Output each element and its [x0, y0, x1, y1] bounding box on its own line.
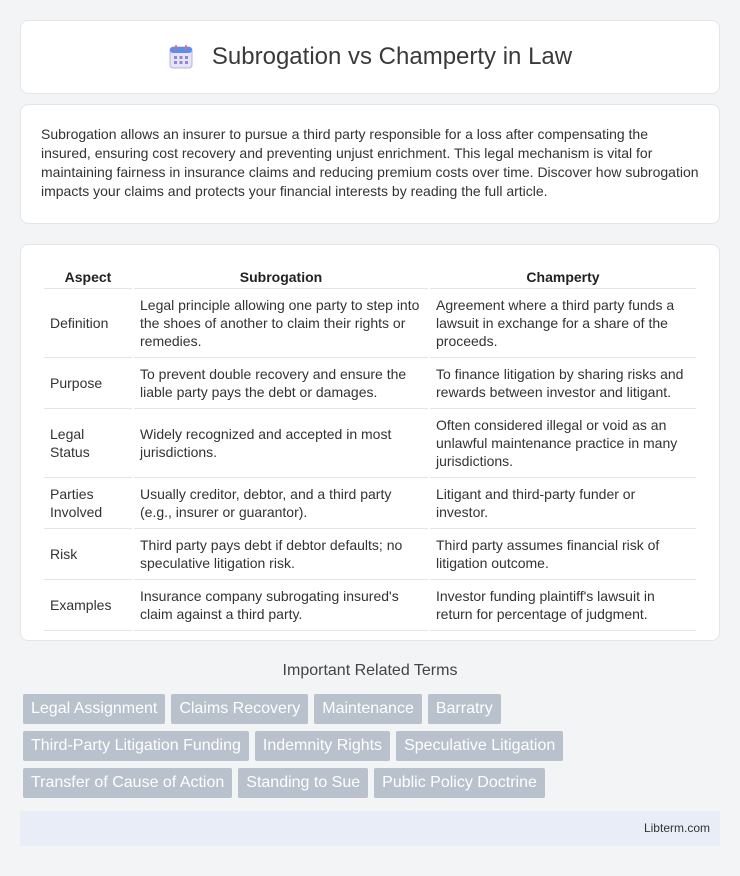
column-header: Aspect — [44, 263, 132, 289]
table-cell: Usually creditor, debtor, and a third party (e.g., insurer or guarantor). — [134, 478, 428, 529]
footer — [20, 811, 720, 846]
footer-link[interactable]: Libterm.com — [643, 821, 710, 835]
tag-row — [23, 694, 713, 724]
comparison-table — [42, 263, 698, 631]
table-cell: Legal principle allowing one party to step into the shoes of another to claim their rights or remedies. — [134, 289, 428, 358]
table-cell: Widely recognized and accepted in most jurisdictions. — [134, 409, 428, 478]
table-row — [44, 529, 696, 580]
tag-third-party-litigation-funding[interactable]: Third-Party Litigation Funding — [23, 731, 249, 761]
related-terms-title: Important Related Terms — [282, 662, 458, 679]
tag-standing-to-sue[interactable]: Standing to Sue — [238, 768, 368, 798]
tag-speculative-litigation[interactable]: Speculative Litigation — [396, 731, 563, 761]
table-cell: Parties Involved — [44, 478, 132, 529]
column-header: Subrogation — [134, 263, 428, 289]
tag-indemnity-rights[interactable]: Indemnity Rights — [255, 731, 390, 761]
tag-claims-recovery[interactable]: Claims Recovery — [171, 694, 308, 724]
table-cell: Purpose — [44, 358, 132, 409]
tag-row — [23, 768, 713, 798]
comparison-card — [20, 244, 720, 641]
intro-card — [20, 104, 720, 224]
table-row — [44, 409, 696, 478]
table-cell: Insurance company subrogating insured's claim against a third party. — [134, 580, 428, 631]
table-cell: To prevent double recovery and ensure the liable party pays the debt or damages. — [134, 358, 428, 409]
table-row — [44, 580, 696, 631]
header-card — [20, 20, 720, 94]
table-cell: Agreement where a third party funds a lawsuit in exchange for a share of the proceeds. — [430, 289, 696, 358]
table-cell: Definition — [44, 289, 132, 358]
table-cell: Litigant and third-party funder or investor. — [430, 478, 696, 529]
table-cell: Third party assumes financial risk of litigation outcome. — [430, 529, 696, 580]
tag-maintenance[interactable]: Maintenance — [314, 694, 422, 724]
table-cell: Often considered illegal or void as an unlawful maintenance practice in many jurisdictions. — [430, 409, 696, 478]
table-cell: Legal Status — [44, 409, 132, 478]
table-row — [44, 289, 696, 358]
tag-legal-assignment[interactable]: Legal Assignment — [23, 694, 165, 724]
calendar-icon — [168, 44, 194, 70]
tag-barratry[interactable]: Barratry — [428, 694, 501, 724]
tag-public-policy-doctrine[interactable]: Public Policy Doctrine — [374, 768, 545, 798]
table-cell: Investor funding plaintiff's lawsuit in return for percentage of judgment. — [430, 580, 696, 631]
tag-row — [23, 731, 713, 761]
column-header: Champerty — [430, 263, 696, 289]
table-row — [44, 358, 696, 409]
table-cell: Examples — [44, 580, 132, 631]
intro-text: Subrogation allows an insurer to pursue a third party responsible for a loss after compensating the insured, ensuring cost recovery and preventing unjust enrichment. This legal mechanism is vital for maintaining fairness in insurance claims and reducing premium costs over time. Discover how subrogation impacts your claims and protects your financial interests by reading the full article. — [41, 126, 699, 199]
page-title: Subrogation vs Champerty in Law — [211, 43, 573, 70]
table-cell: Third party pays debt if debtor defaults; no speculative litigation risk. — [134, 529, 428, 580]
tag-transfer-of-cause-of-action[interactable]: Transfer of Cause of Action — [23, 768, 232, 798]
table-cell: To finance litigation by sharing risks and rewards between investor and litigant. — [430, 358, 696, 409]
table-row — [44, 478, 696, 529]
table-header-row — [44, 263, 696, 289]
table-cell: Risk — [44, 529, 132, 580]
related-terms — [23, 694, 713, 805]
